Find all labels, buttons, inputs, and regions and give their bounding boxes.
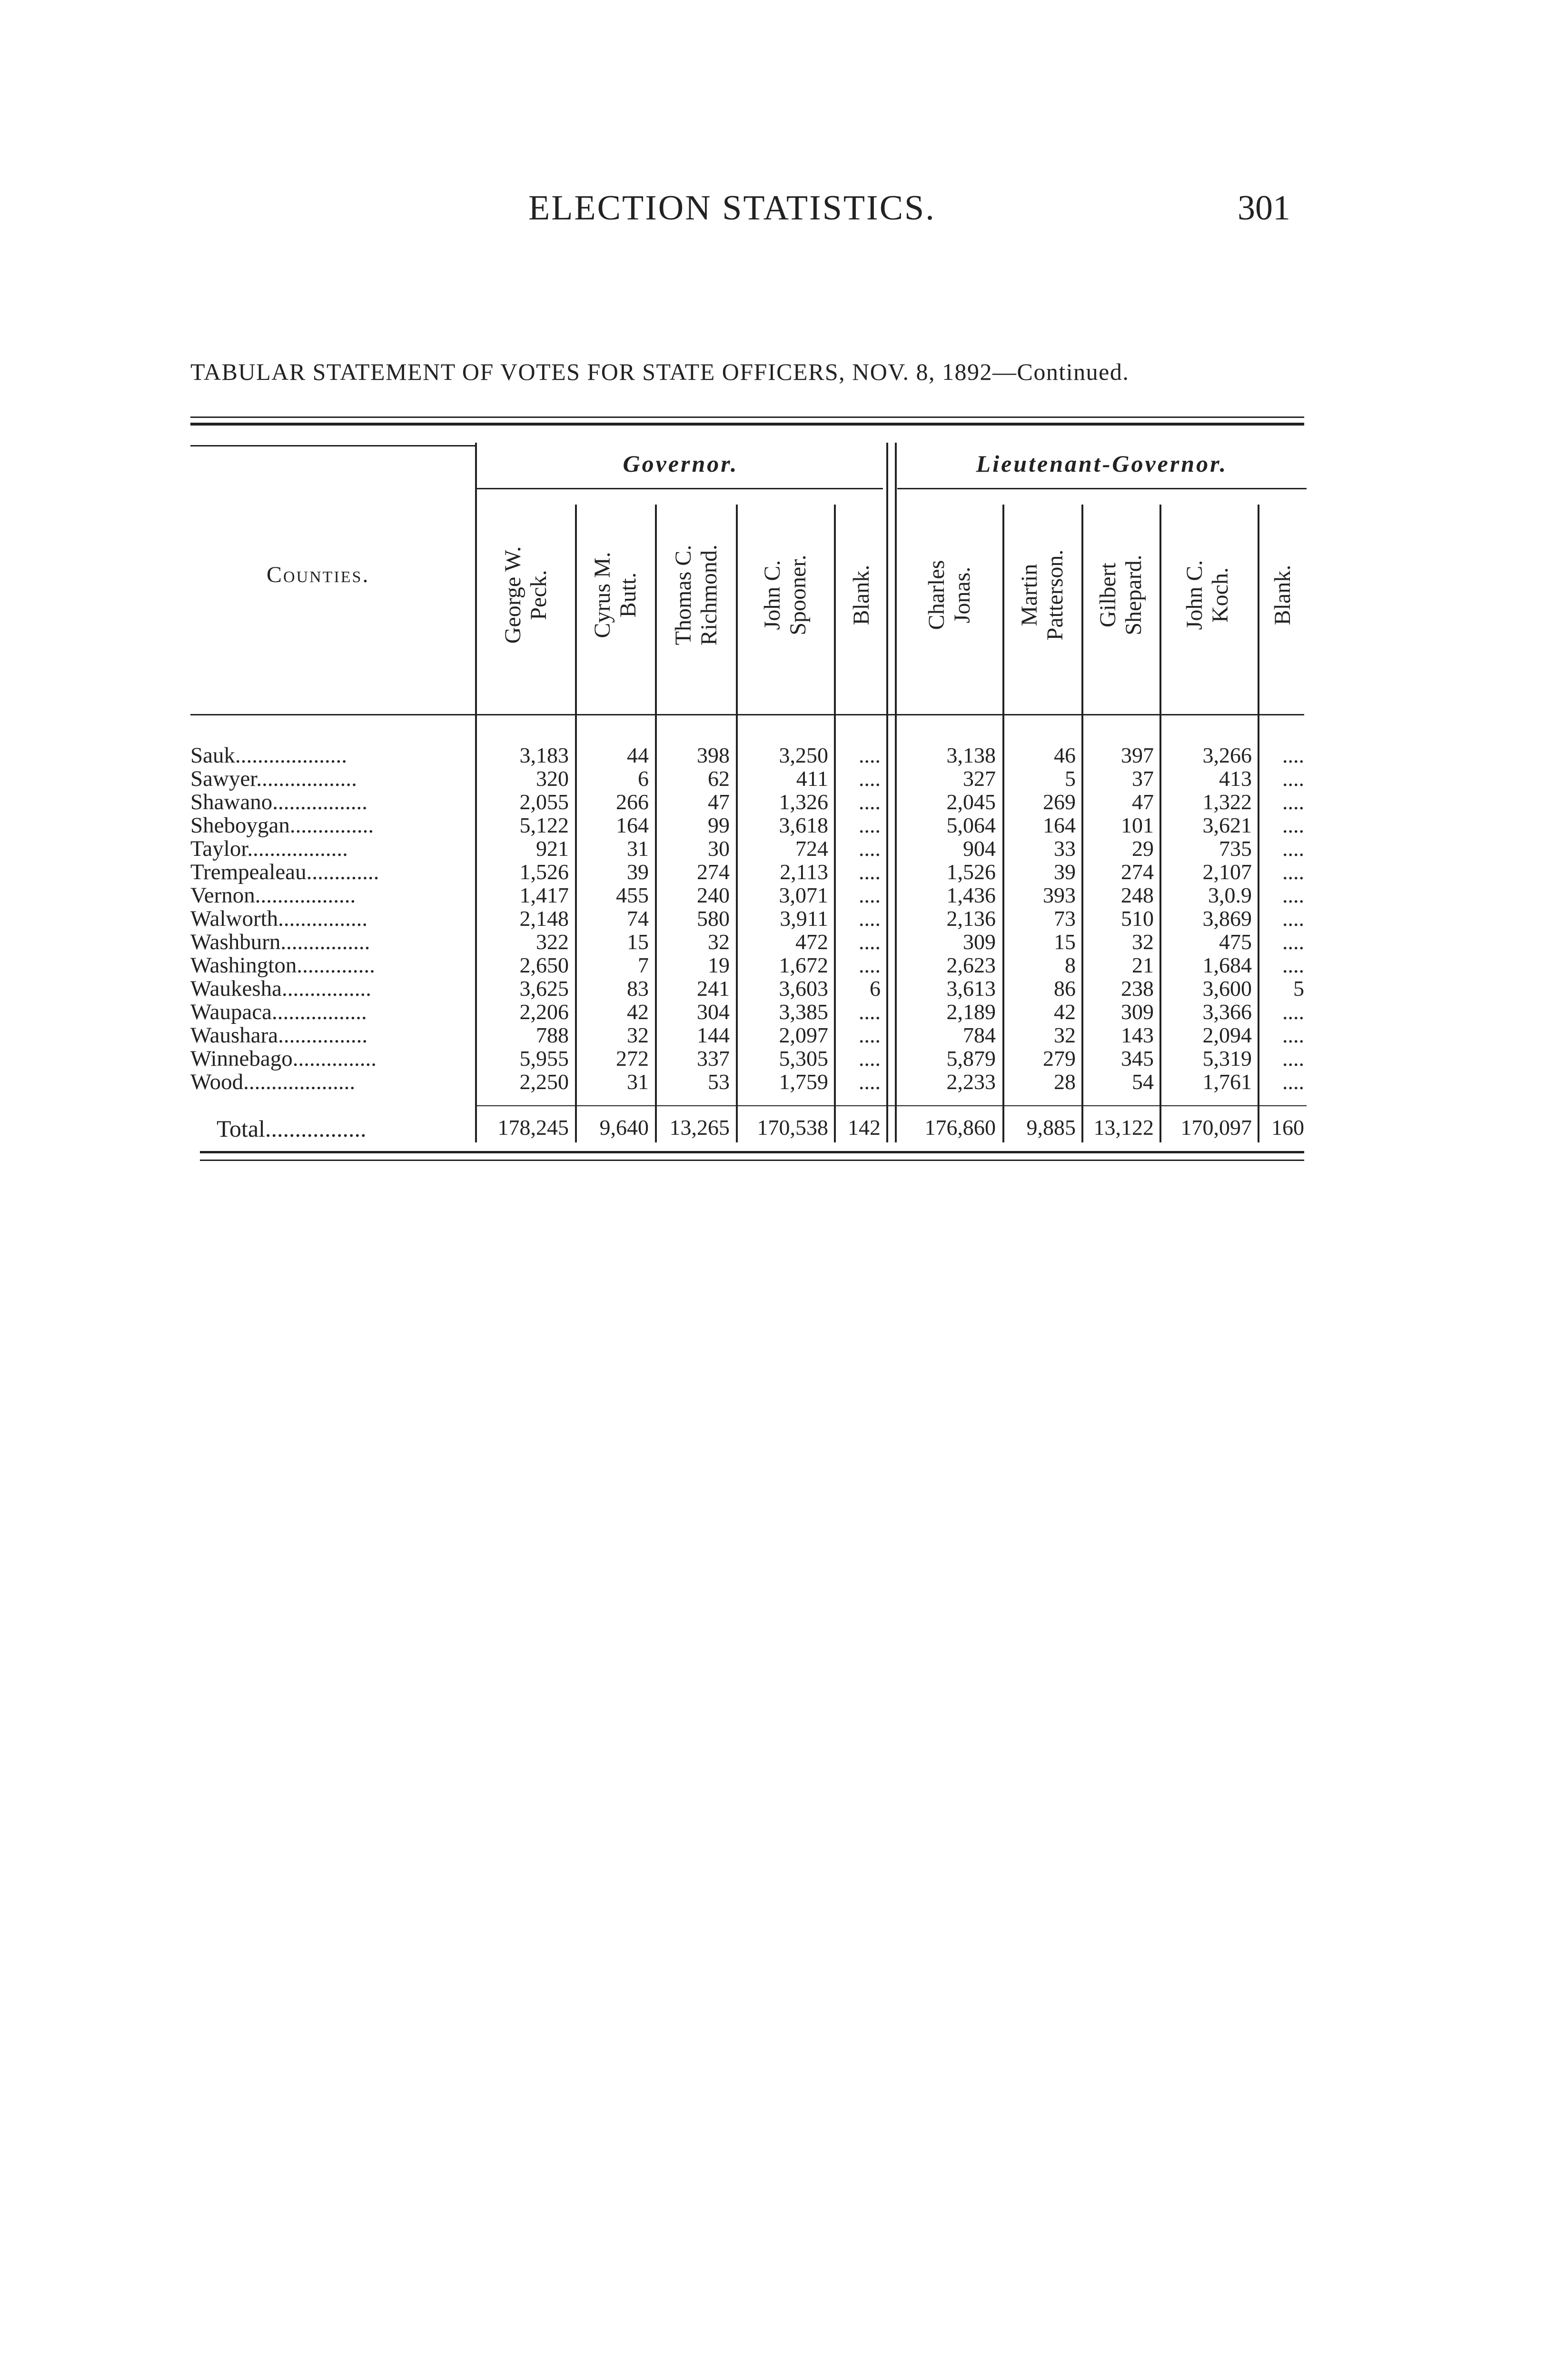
table-row — [0, 836, 1546, 859]
vote-cell: 269 — [1043, 790, 1076, 814]
vote-cell: 6 — [638, 766, 649, 791]
column-header-line: Gilbert — [1095, 563, 1120, 627]
running-head — [0, 188, 1546, 231]
column-header-john-spooner — [750, 495, 821, 695]
vote-cell: .... — [1282, 1000, 1304, 1024]
vote-cell: 39 — [627, 860, 649, 884]
vote-cell: 37 — [1132, 766, 1154, 791]
vote-cell: .... — [859, 1023, 881, 1047]
vote-cell: 1,322 — [1202, 790, 1252, 814]
vote-cell: 3,250 — [779, 743, 828, 767]
vote-cell: 44 — [627, 743, 649, 767]
vote-cell: .... — [859, 1000, 881, 1024]
county-name: Waushara................ — [190, 1023, 368, 1048]
total-cell: 176,860 — [924, 1115, 996, 1140]
bottom-rule-thin — [200, 1160, 1304, 1161]
vote-cell: 7 — [638, 953, 649, 977]
vote-cell: 309 — [963, 930, 996, 954]
vote-cell: 2,094 — [1202, 1023, 1252, 1047]
county-name: Shawano................. — [190, 790, 368, 814]
column-header-line: Shepard. — [1121, 555, 1146, 635]
table-row — [0, 743, 1546, 766]
column-header-line: Martin — [1017, 564, 1042, 626]
vote-cell: 15 — [1054, 930, 1076, 954]
county-name: Sawyer.................. — [190, 766, 357, 791]
table-row — [0, 1069, 1546, 1092]
total-cell: 13,122 — [1093, 1115, 1154, 1140]
vote-cell: .... — [859, 790, 881, 814]
vote-cell: 5,122 — [519, 813, 569, 837]
vote-cell: 3,911 — [780, 906, 828, 931]
group-label-lieutenant-governor: Lieutenant-Governor. — [976, 450, 1228, 477]
vote-cell: .... — [1282, 930, 1304, 954]
vote-cell: .... — [1282, 953, 1304, 977]
county-name: Washburn................ — [190, 930, 370, 954]
vote-cell: 47 — [708, 790, 730, 814]
vote-cell: 5,064 — [946, 813, 996, 837]
table-row — [0, 952, 1546, 976]
total-cell: 160 — [1271, 1115, 1304, 1140]
vote-cell: 724 — [795, 836, 828, 861]
vote-cell: 62 — [708, 766, 730, 791]
vote-cell: .... — [1282, 906, 1304, 931]
vote-cell: 2,189 — [946, 1000, 996, 1024]
vote-cell: 413 — [1219, 766, 1252, 791]
vote-cell: 5 — [1293, 976, 1304, 1001]
vote-cell: 2,250 — [519, 1070, 569, 1094]
vote-cell: .... — [859, 906, 881, 931]
vote-cell: 1,526 — [519, 860, 569, 884]
vote-cell: 73 — [1054, 906, 1076, 931]
vote-cell: 53 — [708, 1070, 730, 1094]
vote-cell: 19 — [708, 953, 730, 977]
vote-cell: 272 — [616, 1046, 649, 1071]
vote-cell: 5,955 — [519, 1046, 569, 1071]
table-row — [0, 883, 1546, 906]
vote-cell: .... — [859, 930, 881, 954]
county-name: Sheboygan............... — [190, 813, 374, 838]
vote-cell: 921 — [536, 836, 569, 861]
column-header-line: Butt. — [615, 572, 641, 618]
vote-cell: .... — [859, 836, 881, 861]
column-header-line: John C. — [1182, 560, 1207, 630]
vote-cell: 3,266 — [1202, 743, 1252, 767]
column-header-john-koch — [1172, 495, 1243, 695]
vote-cell: 15 — [627, 930, 649, 954]
vote-cell: 3,603 — [779, 976, 828, 1001]
total-cell: 170,538 — [757, 1115, 828, 1140]
column-header-blank-lieutenant — [1247, 495, 1318, 695]
vote-cell: 320 — [536, 766, 569, 791]
vote-cell: .... — [859, 743, 881, 767]
vote-cell: .... — [1282, 860, 1304, 884]
vote-cell: 279 — [1043, 1046, 1076, 1071]
vote-cell: 31 — [627, 1070, 649, 1094]
vote-cell: 1,684 — [1202, 953, 1252, 977]
vote-cell: 455 — [616, 883, 649, 907]
county-name: Wood.................... — [190, 1070, 356, 1094]
vote-cell: 248 — [1121, 883, 1154, 907]
column-header-line: Blank. — [849, 565, 874, 625]
vote-cell: 144 — [697, 1023, 730, 1047]
vote-cell: 6 — [870, 976, 881, 1001]
vote-cell: 327 — [963, 766, 996, 791]
vote-cell: 32 — [1132, 930, 1154, 954]
top-rule-thick — [190, 423, 1304, 426]
vote-cell: 238 — [1121, 976, 1154, 1001]
vote-cell: 164 — [1043, 813, 1076, 837]
table-row — [0, 999, 1546, 1022]
vote-cell: 2,650 — [519, 953, 569, 977]
table-heading: TABULAR STATEMENT OF VOTES FOR STATE OFFICERS, NOV. 8, 1892—Continued. — [190, 358, 1130, 385]
column-header-thomas-richmond — [661, 495, 732, 695]
vote-cell: .... — [859, 860, 881, 884]
vote-cell: 3,071 — [779, 883, 828, 907]
vote-cell: 8 — [1065, 953, 1076, 977]
vote-cell: .... — [859, 1070, 881, 1094]
total-cell: 9,640 — [599, 1115, 649, 1140]
vote-cell: .... — [1282, 813, 1304, 837]
vote-cell: 266 — [616, 790, 649, 814]
vote-cell: 2,107 — [1202, 860, 1252, 884]
county-name: Taylor.................. — [190, 836, 348, 861]
vote-cell: 3,366 — [1202, 1000, 1252, 1024]
vote-cell: 32 — [1054, 1023, 1076, 1047]
column-header-line: Blank. — [1270, 565, 1295, 625]
vote-cell: 86 — [1054, 976, 1076, 1001]
vote-cell: 3,600 — [1202, 976, 1252, 1001]
vote-cell: 1,326 — [779, 790, 828, 814]
county-name: Winnebago............... — [190, 1046, 377, 1071]
county-name: Trempealeau............. — [190, 860, 379, 884]
column-header-line: Koch. — [1208, 567, 1233, 623]
vote-cell: 164 — [616, 813, 649, 837]
vote-cell: .... — [859, 1046, 881, 1071]
vote-cell: 510 — [1121, 906, 1154, 931]
county-name: Washington.............. — [190, 953, 375, 978]
counties-column-header: Counties. — [267, 562, 370, 587]
vote-cell: 29 — [1132, 836, 1154, 861]
county-name: Sauk.................... — [190, 743, 347, 768]
vote-cell: 1,672 — [779, 953, 828, 977]
vote-cell: 2,233 — [946, 1070, 996, 1094]
vote-cell: 99 — [708, 813, 730, 837]
county-name: Walworth................ — [190, 906, 368, 931]
vote-cell: 309 — [1121, 1000, 1154, 1024]
vote-cell: 274 — [1121, 860, 1154, 884]
vote-cell: 3,138 — [946, 743, 996, 767]
vote-cell: 30 — [708, 836, 730, 861]
vote-cell: .... — [859, 953, 881, 977]
table-row — [0, 1046, 1546, 1069]
vote-cell: 3,385 — [779, 1000, 828, 1024]
vote-cell: 3,618 — [779, 813, 828, 837]
table-row — [0, 766, 1546, 789]
vote-cell: 74 — [627, 906, 649, 931]
column-header-cyrus-butt — [580, 495, 651, 695]
vote-cell: 3,625 — [519, 976, 569, 1001]
column-header-charles-jonas — [914, 495, 985, 695]
column-header-line: Charles — [924, 560, 949, 630]
vote-cell: 337 — [697, 1046, 730, 1071]
vote-cell: 28 — [1054, 1070, 1076, 1094]
vote-cell: .... — [1282, 790, 1304, 814]
vote-cell: 39 — [1054, 860, 1076, 884]
vote-cell: 21 — [1132, 953, 1154, 977]
vote-cell: 3,621 — [1202, 813, 1252, 837]
vote-cell: 5 — [1065, 766, 1076, 791]
county-name: Waukesha................ — [190, 976, 371, 1001]
column-header-line: John C. — [760, 560, 785, 630]
governor-group-underline — [476, 488, 883, 489]
vote-cell: 2,045 — [946, 790, 996, 814]
table-row — [0, 1022, 1546, 1046]
total-cell: 142 — [848, 1115, 881, 1140]
vote-cell: 3,183 — [519, 743, 569, 767]
total-label: Total................. — [217, 1115, 367, 1142]
vote-cell: 580 — [697, 906, 730, 931]
column-header-line: Cyrus M. — [590, 552, 615, 638]
column-header-blank-governor — [826, 495, 897, 695]
vote-cell: .... — [1282, 1023, 1304, 1047]
vote-cell: .... — [1282, 1046, 1304, 1071]
vote-cell: 42 — [627, 1000, 649, 1024]
vote-cell: 54 — [1132, 1070, 1154, 1094]
vote-cell: 411 — [796, 766, 828, 791]
column-header-line: Patterson. — [1042, 549, 1068, 641]
vote-cell: 472 — [795, 930, 828, 954]
head-underline — [190, 445, 476, 446]
vote-cell: 2,136 — [946, 906, 996, 931]
column-header-george-peck — [490, 495, 562, 695]
vote-cell: .... — [1282, 836, 1304, 861]
column-header-line: Thomas C. — [671, 545, 696, 645]
column-header-gilbert-shepard — [1085, 495, 1157, 695]
vote-cell: 1,761 — [1202, 1070, 1252, 1094]
vote-cell: .... — [1282, 766, 1304, 791]
total-cell: 9,885 — [1026, 1115, 1076, 1140]
vote-cell: 33 — [1054, 836, 1076, 861]
vote-cell: 3,0.9 — [1208, 883, 1252, 907]
vote-cell: 42 — [1054, 1000, 1076, 1024]
vote-cell: 2,623 — [946, 953, 996, 977]
vote-cell: 1,436 — [946, 883, 996, 907]
column-header-line: Peck. — [526, 570, 551, 620]
table-row — [0, 789, 1546, 813]
vote-cell: .... — [859, 766, 881, 791]
vote-cell: 1,526 — [946, 860, 996, 884]
vote-cell: 32 — [627, 1023, 649, 1047]
vote-cell: 83 — [627, 976, 649, 1001]
vote-cell: 2,206 — [519, 1000, 569, 1024]
vote-cell: 1,417 — [519, 883, 569, 907]
vote-cell: 31 — [627, 836, 649, 861]
vote-cell: 32 — [708, 930, 730, 954]
vote-cell: 784 — [963, 1023, 996, 1047]
total-cell: 170,097 — [1180, 1115, 1252, 1140]
vote-cell: .... — [859, 813, 881, 837]
vote-cell: 475 — [1219, 930, 1252, 954]
vote-cell: 2,097 — [779, 1023, 828, 1047]
county-name: Vernon.................. — [190, 883, 356, 908]
vote-cell: 904 — [963, 836, 996, 861]
column-header-line: Richmond. — [696, 545, 722, 645]
vote-cell: 393 — [1043, 883, 1076, 907]
vote-cell: 5,879 — [946, 1046, 996, 1071]
vote-cell: .... — [859, 883, 881, 907]
vote-cell: 735 — [1219, 836, 1252, 861]
vote-cell: 788 — [536, 1023, 569, 1047]
vote-cell: 3,613 — [946, 976, 996, 1001]
running-title: ELECTION STATISTICS. — [528, 188, 936, 228]
table-row — [0, 813, 1546, 836]
total-cell: 13,265 — [669, 1115, 730, 1140]
total-top-rule — [476, 1105, 1307, 1106]
vote-cell: 304 — [697, 1000, 730, 1024]
bottom-rule-thick — [200, 1151, 1304, 1153]
lieutenant-group-underline — [897, 488, 1307, 489]
vote-cell: 47 — [1132, 790, 1154, 814]
column-header-line: Jonas. — [950, 566, 975, 624]
header-bottom-rule — [190, 714, 1304, 715]
vote-cell: 241 — [697, 976, 730, 1001]
table-row — [0, 976, 1546, 999]
vote-cell: .... — [1282, 883, 1304, 907]
top-rule-thin — [190, 416, 1304, 418]
vote-cell: 397 — [1121, 743, 1154, 767]
group-label-governor: Governor. — [623, 450, 739, 477]
county-name: Waupaca................. — [190, 1000, 367, 1024]
vote-cell: 274 — [697, 860, 730, 884]
table-row — [0, 929, 1546, 952]
vote-cell: 143 — [1121, 1023, 1154, 1047]
column-header-martin-patterson — [1007, 495, 1078, 695]
vote-cell: .... — [1282, 743, 1304, 767]
vote-cell: 46 — [1054, 743, 1076, 767]
vote-cell: 1,759 — [779, 1070, 828, 1094]
vote-cell: .... — [1282, 1070, 1304, 1094]
column-header-line: George W. — [500, 546, 525, 644]
vote-cell: 240 — [697, 883, 730, 907]
table-row — [0, 906, 1546, 929]
vote-cell: 5,305 — [779, 1046, 828, 1071]
vote-cell: 322 — [536, 930, 569, 954]
vote-cell: 2,055 — [519, 790, 569, 814]
vote-cell: 345 — [1121, 1046, 1154, 1071]
column-header-line: Spooner. — [785, 555, 811, 635]
vote-cell: 3,869 — [1202, 906, 1252, 931]
vote-cell: 398 — [697, 743, 730, 767]
vote-cell: 5,319 — [1202, 1046, 1252, 1071]
vote-cell: 2,113 — [780, 860, 828, 884]
page-number: 301 — [1238, 188, 1290, 228]
total-cell: 178,245 — [497, 1115, 569, 1140]
vote-cell: 101 — [1121, 813, 1154, 837]
vote-cell: 2,148 — [519, 906, 569, 931]
table-row — [0, 859, 1546, 883]
